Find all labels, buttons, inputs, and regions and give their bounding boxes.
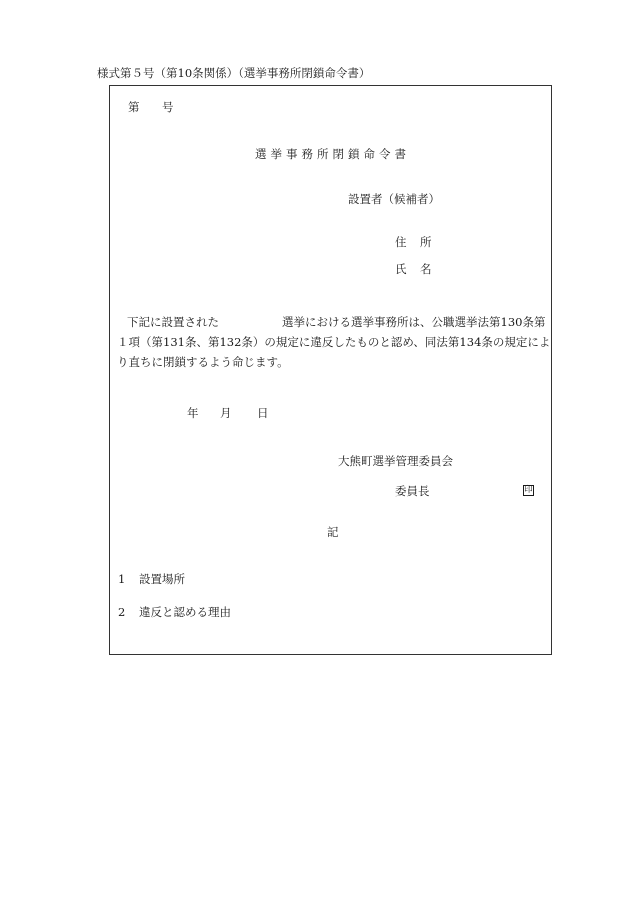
document-frame: [109, 85, 552, 655]
document-number-suffix: 号: [162, 100, 174, 114]
chairperson-label: 委員長: [395, 484, 430, 498]
date-month-label: 月: [220, 406, 232, 420]
name-label-char-1: 氏: [395, 262, 407, 276]
address-label-char-2: 所: [420, 235, 432, 249]
issuing-committee: 大熊町選挙管理委員会: [338, 454, 453, 468]
item-number: 1: [118, 572, 126, 586]
body-line-1-start: 下記に設置された: [127, 315, 219, 329]
date-day-label: 日: [257, 406, 269, 420]
body-line-2: １項（第131条、第132条）の規定に違反したものと認め、同法第134条の規定によ: [117, 335, 551, 349]
document-number-prefix: 第: [128, 100, 140, 114]
installer-label: 設置者（候補者）: [348, 192, 440, 206]
name-label-char-2: 名: [420, 262, 432, 276]
document-title: 選挙事務所閉鎖命令書: [255, 147, 410, 161]
seal-mark: 印: [524, 485, 533, 495]
body-line-3: り直ちに閉鎖するよう命じます。: [117, 355, 289, 369]
date-year-label: 年: [187, 406, 199, 420]
item-label: 違反と認める理由: [139, 605, 231, 619]
item-label: 設置場所: [139, 572, 185, 586]
form-label: 様式第５号（第10条関係）（選挙事務所閉鎖命令書）: [97, 66, 371, 80]
ki-heading: 記: [327, 525, 339, 539]
address-label-char-1: 住: [395, 235, 407, 249]
body-line-1-end: 選挙における選挙事務所は、公職選挙法第130条第: [282, 315, 546, 329]
item-number: 2: [118, 605, 126, 619]
